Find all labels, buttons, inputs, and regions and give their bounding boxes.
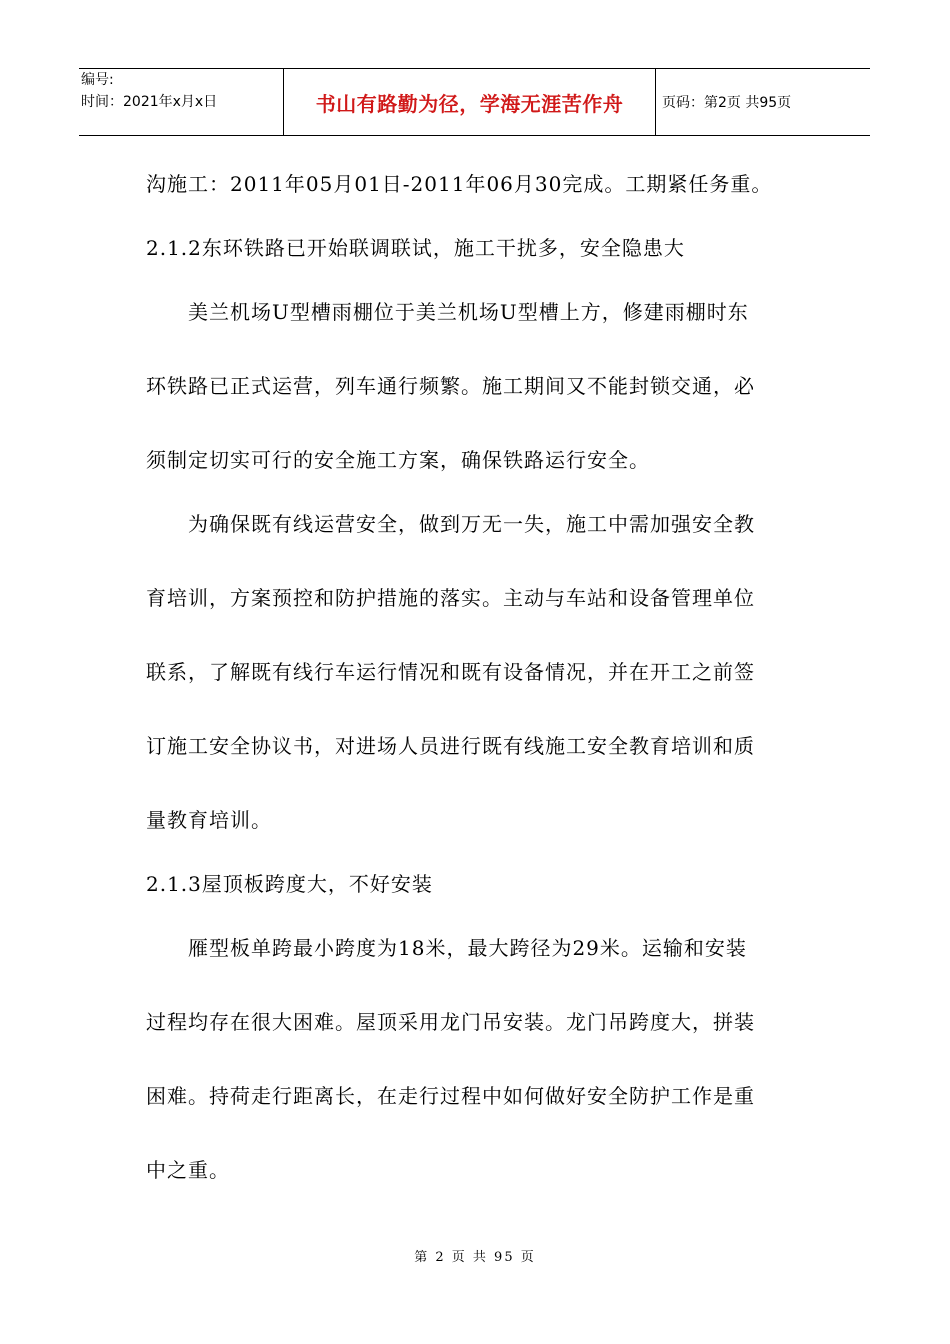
body-line: 中之重。 [146,1158,230,1182]
page-footer: 第 2 页 共 95 页 [414,1250,536,1265]
body-line: 过程均存在很大困难。屋顶采用龙门吊安装。龙门吊跨度大，拼装 [146,1010,755,1034]
body-line: 订施工安全协议书，对进场人员进行既有线施工安全教育培训和质 [146,734,755,758]
header-meta-cell [79,69,284,135]
body-line: 雁型板单跨最小跨度为18米，最大跨径为29米。运输和安装 [188,936,747,960]
section-heading-2-1-2: 2.1.2东环铁路已开始联调联试，施工干扰多，安全隐患大 [146,236,685,260]
body-line: 困难。持荷走行距离长，在走行过程中如何做好安全防护工作是重 [146,1084,755,1108]
document-time-label: 时间：2021年x月x日 [81,94,218,110]
body-line: 为确保既有线运营安全，做到万无一失，施工中需加强安全教 [188,512,755,536]
body-line: 环铁路已正式运营，列车通行频繁。施工期间又不能封锁交通，必 [146,374,755,398]
body-line: 育培训，方案预控和防护措施的落实。主动与车站和设备管理单位 [146,586,755,610]
body-line: 量教育培训。 [146,808,272,832]
body-line: 美兰机场U型槽雨棚位于美兰机场U型槽上方，修建雨棚时东 [188,300,749,324]
document-number-label: 编号: [81,72,114,88]
body-line: 联系，了解既有线行车运行情况和既有设备情况，并在开工之前签 [146,660,755,684]
header-motto: 书山有路勤为径，学海无涯苦作舟 [315,91,624,116]
page-header [79,68,870,136]
body-line: 沟施工：2011年05月01日-2011年06月30完成。工期紧任务重。 [146,172,773,196]
header-motto-cell [284,69,656,135]
header-page-cell [656,69,870,135]
body-line: 须制定切实可行的安全施工方案，确保铁路运行安全。 [146,448,650,472]
header-page-info: 页码：第2页 共95页 [662,95,792,111]
section-heading-2-1-3: 2.1.3屋顶板跨度大，不好安装 [146,872,433,896]
